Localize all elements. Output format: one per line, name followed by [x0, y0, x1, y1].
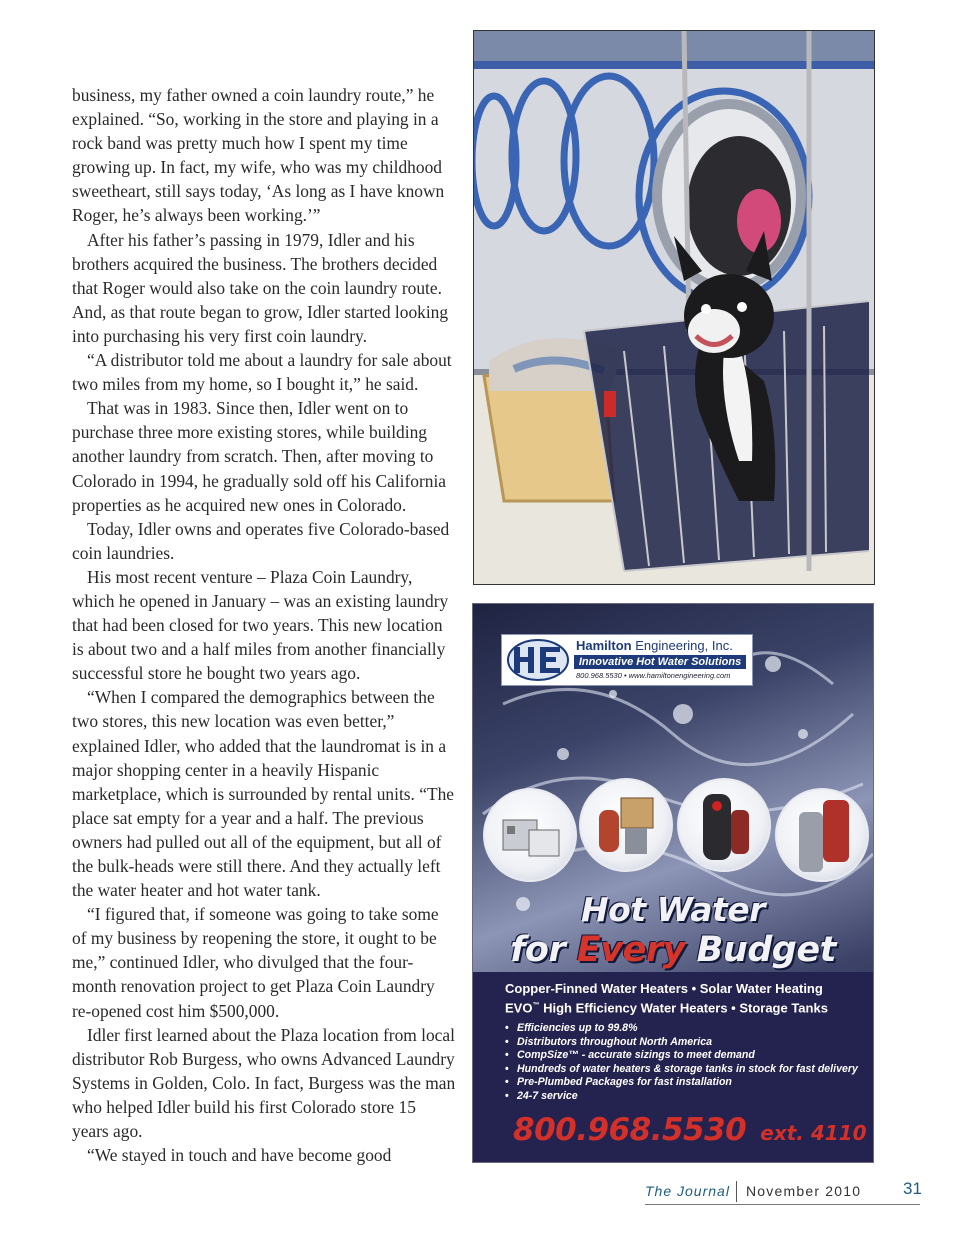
ad-bullet-item: • 24-7 service: [505, 1090, 858, 1104]
footer-rule: [645, 1204, 920, 1205]
article-paragraph: “A distributor told me about a laundry for sale about two miles from my home, so I bought it,” he said.: [72, 350, 452, 395]
ad-phone-number: 800.968.5530: [513, 1112, 747, 1148]
article-paragraph: business, my father owned a coin laundry route,” he explained. “So, working in the store and playing in a rock band was pretty much how I spent my time growing up. In fact, my wife, who was my childhood sweetheart, still says today, ‘As long as I have known Roger, he’s always been working.’”: [72, 85, 445, 226]
photo-illustration: [474, 31, 874, 584]
ad-bullet-item: • Pre-Plumbed Packages for fast installation: [505, 1076, 858, 1090]
ad-company-name: Hamilton Engineering, Inc.: [576, 638, 733, 653]
package-system-icon: [581, 780, 671, 870]
product-pre-plumbed-package: [579, 778, 673, 872]
footer-date: November 2010: [746, 1183, 862, 1199]
article-paragraph: Idler first learned about the Plaza location from local distributor Rob Burgess, who owns Advanced Laundry Systems in Golden, Colo. In fact, Burgess was the man who helped Idler build his first Colorado store 15 years ago.: [72, 1024, 456, 1142]
hamilton-engineering-ad: [472, 603, 874, 1163]
storage-tank-icon: [777, 790, 867, 880]
article-paragraph: That was in 1983. Since then, Idler went on to purchase three more existing stores, while building another laundry from scratch. Then, after moving to Colorado in 1994, he gradually sold off his California properties as he acquired new ones in Colorado.: [72, 398, 447, 515]
ad-headline-accent: Every: [576, 930, 685, 970]
ad-bullet-item: • Hundreds of water heaters & storage tanks in stock for fast delivery: [505, 1063, 858, 1077]
ad-headline-line2: for Every Budget: [510, 930, 836, 970]
ad-bullet-item: • CompSize™ - accurate sizings to meet demand: [505, 1049, 858, 1063]
product-circles: [473, 774, 873, 884]
hamilton-logo: [501, 634, 753, 686]
ad-feature-line: EVO™ High Efficiency Water Heaters • Storage Tanks: [505, 1000, 828, 1016]
product-water-heater-units: [483, 788, 577, 882]
footer-journal-name: The Journal: [645, 1183, 730, 1199]
article-paragraph: “We stayed in touch and have become good: [87, 1145, 392, 1166]
ad-features: [505, 980, 828, 1016]
article-paragraph: After his father’s passing in 1979, Idler and his brothers acquired the business. The brothers decided that Roger would also take on the coin laundry route. And, as that route began to grow, Idler started looking into purchasing his very first coin laundry.: [72, 229, 449, 346]
product-evo-heater: [677, 778, 771, 872]
ad-bullet-list: [505, 1022, 858, 1104]
ad-tagline: Innovative Hot Water Solutions: [574, 655, 746, 669]
article-paragraph: His most recent venture – Plaza Coin Laundry, which he opened in January – was an existing laundry that had been closed for two years. This new location is about two and a half miles from another financially successful store he bought two years ago.: [72, 566, 449, 684]
evo-heater-icon: [679, 780, 769, 870]
article-paragraph: “When I compared the demographics between the two stores, this new location was even better,” explained Idler, who added that the laundromat is in a major shopping center in a heavily Hispanic marketplace, which is surrounded by rental units. “The place sat empty for a year and a half. The previous owners had pulled out all of the equipment, but all of the bulk-heads were still there. And they actually left the water heater and hot water tank.: [72, 687, 454, 901]
ad-bullet-item: • Distributors throughout North America: [505, 1036, 858, 1050]
ad-headline-line1: Hot Water: [581, 890, 765, 929]
ad-phone: [513, 1112, 867, 1148]
he-logo-icon: [506, 638, 570, 682]
ad-headline: [473, 890, 873, 970]
boiler-unit-icon: [485, 790, 575, 880]
ad-info-panel: [473, 972, 873, 1162]
footer-separator: [736, 1181, 737, 1202]
page-number: 31: [903, 1179, 922, 1198]
article-paragraph: “I figured that, if someone was going to take some of my business by reopening the store, it ought to be me,” continued Idler, who divulged that the four-month renovation project to get Plaza Coin Laundry re-opened cost him $500,000.: [72, 904, 439, 1021]
article-paragraph: Today, Idler owns and operates five Colorado-based coin laundries.: [72, 518, 450, 563]
article-column: [72, 83, 456, 1167]
product-storage-tank: [775, 788, 869, 882]
ad-phone-ext: ext. 4110: [760, 1121, 867, 1145]
ad-contact: 800.968.5530 • www.hamiltonengineering.com: [576, 671, 731, 680]
ad-bullet-item: • Efficiencies up to 99.8%: [505, 1022, 858, 1036]
ad-feature-line: Copper-Finned Water Heaters • Solar Water Heating: [505, 981, 823, 996]
laundromat-dog-photo: [473, 30, 875, 585]
